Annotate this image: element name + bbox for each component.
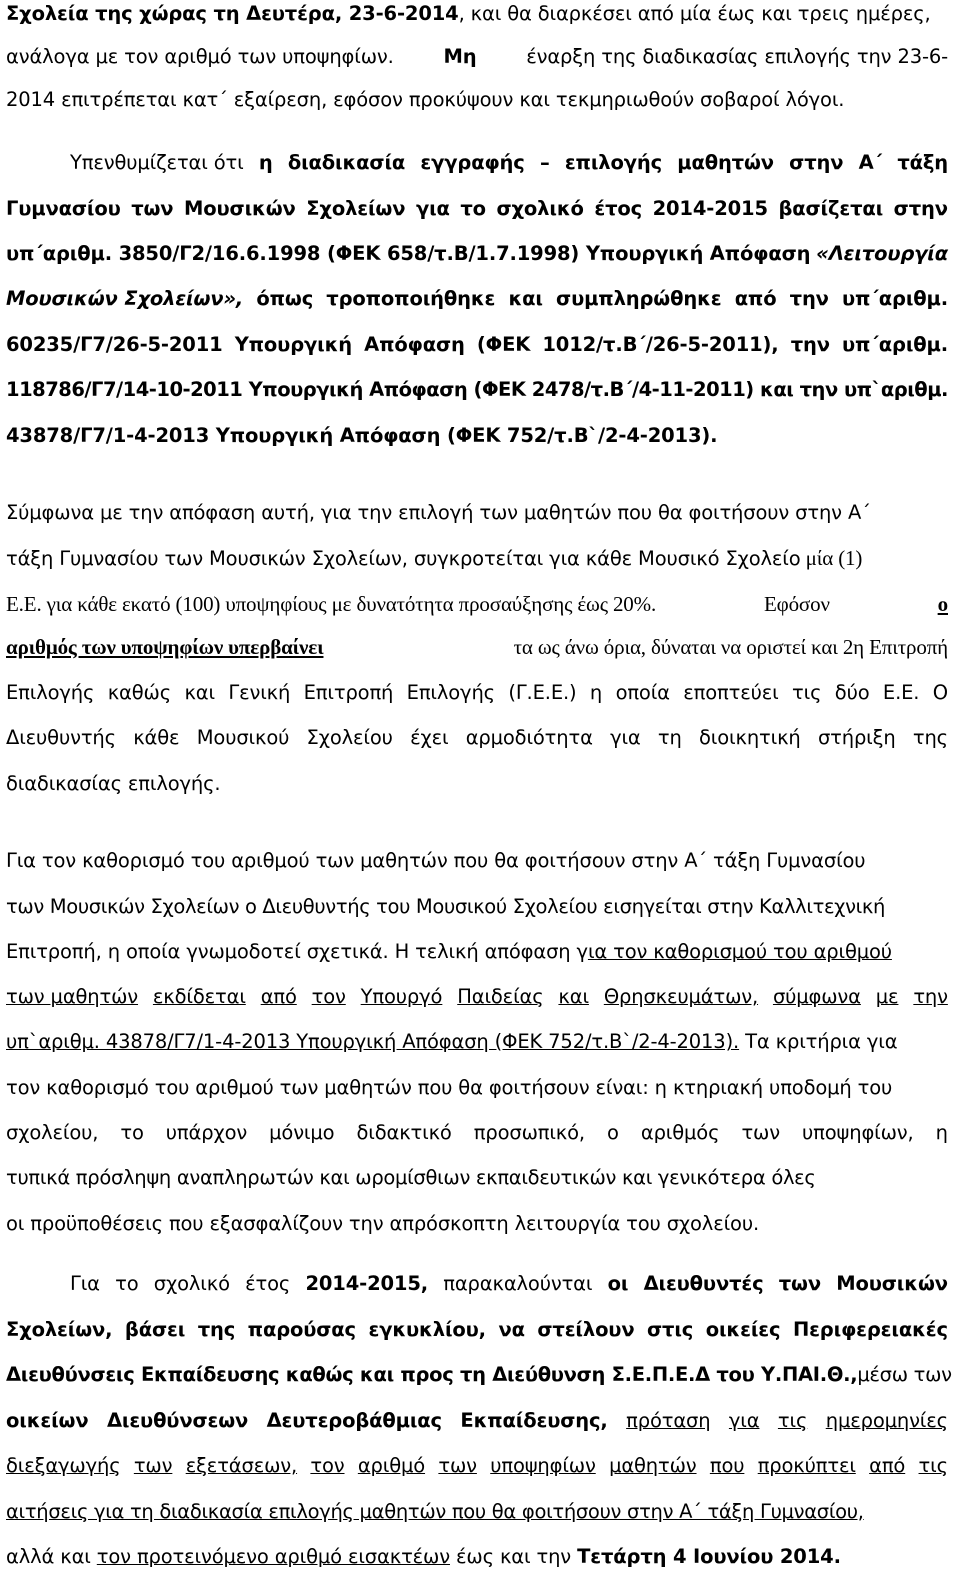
p1-word: Υπενθυμίζεται ότι — [70, 151, 244, 174]
p4-word-bold: εγκυκλίου, — [368, 1318, 486, 1341]
p1-word: Μουσικών — [184, 197, 296, 220]
p2-word: και — [184, 681, 215, 704]
p1-word: βασίζεται — [778, 197, 884, 220]
p1-decision-title-end: Μουσικών Σχολείων», — [6, 287, 244, 310]
p4-word: Για — [70, 1272, 100, 1295]
p1-word: την — [789, 287, 829, 310]
p2-word: δύο — [834, 681, 870, 704]
p4-underlined: υποψηφίων — [490, 1454, 596, 1477]
p4-word-bold: να — [498, 1318, 525, 1341]
p3-underlined: με — [875, 985, 899, 1008]
p4-deadline-bold: Τετάρτη 4 Ιουνίου 2014. — [577, 1545, 841, 1568]
p2-word: για — [610, 726, 641, 749]
p4-underlined: προκύπτει — [757, 1454, 856, 1477]
p3-word: μόνιμο — [269, 1121, 335, 1144]
p2-line-3 — [6, 592, 948, 616]
p3-line-8: τυπικά πρόσληψη αναπληρωτών και ωρομίσθιων εκπαιδευτικών και γενικότερα όλες — [6, 1166, 816, 1189]
p4-word-bold: Διευθύνσεων — [106, 1409, 249, 1432]
p0-word: ανάλογα με τον αριθμό των υποψηφίων. — [6, 45, 394, 68]
p1-word: όπως — [256, 287, 314, 310]
p3-underlined: από — [260, 985, 297, 1008]
p2-text-serif: Εφόσον — [763, 592, 830, 616]
p1-word: η — [258, 151, 273, 174]
p3-word: το — [120, 1121, 144, 1144]
p3-word: ο — [607, 1121, 619, 1144]
p2-word: εποπτεύει — [683, 681, 779, 704]
p1-word: εγγραφής — [420, 151, 525, 174]
p3-underlined: την — [913, 985, 948, 1008]
p1-line-4 — [6, 287, 948, 311]
p2-line-2 — [6, 546, 948, 571]
p4-word-bold: Διευθυντές — [643, 1272, 764, 1295]
p1-word: μαθητών — [677, 151, 774, 174]
p2-word: στήριξη — [817, 726, 896, 749]
p0-line-3: 2014 επιτρέπεται κατ΄ εξαίρεση, εφόσον προκύψουν και τεκμηριωθούν σοβαροί λόγοι. — [6, 88, 845, 111]
p3-word: διδακτικό — [356, 1121, 452, 1144]
p3-text: Επιτροπή, η οποία γνωμοδοτεί σχετικά. Η τελική απόφαση γ — [6, 940, 588, 963]
p4-underlined: των — [133, 1454, 173, 1477]
p0-word: έναρξη της διαδικασίας επιλογής την 23-6- — [526, 45, 948, 68]
p1-word: 2014-2015 — [652, 197, 768, 220]
p4-line-5 — [6, 1454, 948, 1478]
p0-line-1 — [6, 2, 948, 26]
p3-underlined: τον — [311, 985, 346, 1008]
p2-word: τις — [792, 681, 822, 704]
p4-text: αλλά και — [6, 1545, 91, 1568]
p2-word: Ε.Ε. — [882, 681, 920, 704]
p3-word: η — [935, 1121, 948, 1144]
p4-word: έτος — [245, 1272, 291, 1295]
p4-word-bold: στείλουν — [537, 1318, 635, 1341]
p1-word: Α΄ — [858, 151, 883, 174]
p4-word-bold: οικείες — [705, 1318, 781, 1341]
p2-word: της — [912, 726, 948, 749]
p4-word-bold: οι — [607, 1272, 629, 1295]
p4-underlined: πρόταση — [626, 1409, 711, 1432]
p2-underlined-bold: ο — [937, 592, 948, 616]
p2-line-5 — [6, 681, 948, 705]
p2-word: οποία — [615, 681, 670, 704]
p4-underlined: διεξαγωγής — [6, 1454, 121, 1477]
p4-line-1 — [70, 1272, 948, 1296]
p4-word-bold: 2014-2015, — [305, 1272, 428, 1295]
p2-text-serif: Ε.Ε. για κάθε εκατό (100) υποψηφίους με δυνατότητα προσαύξησης έως 20%. — [6, 592, 657, 616]
p4-underlined: ημερομηνίες — [825, 1409, 948, 1432]
p3-word: υποψηφίων, — [802, 1121, 914, 1144]
p4-underlined: μαθητών — [609, 1454, 697, 1477]
p2-text-serif: μία (1) — [800, 546, 863, 570]
p4-word-bold: στις — [647, 1318, 694, 1341]
p2-word: η — [589, 681, 603, 704]
p2-line-6 — [6, 726, 948, 750]
p1-decision-title: «Λειτουργία — [816, 242, 948, 265]
p1-word: τάξη — [897, 151, 948, 174]
p1-line-5 — [6, 333, 948, 357]
p4-word-bold: οικείων — [6, 1409, 89, 1432]
p2-word: κάθε — [133, 726, 180, 749]
p1-line-7: 43878/Γ7/1-4-2013 Υπουργική Απόφαση (ΦΕΚ 752/τ.Β`/2-4-2013). — [6, 424, 718, 447]
p0-word-bold: Μη — [443, 45, 477, 68]
p0-line-1-rest: , και θα διαρκέσει από μία έως και τρεις ημέρες, — [458, 2, 931, 25]
p4-underlined: για — [728, 1409, 760, 1432]
p4-word: το — [115, 1272, 139, 1295]
p3-line-1: Για τον καθορισμό του αριθμού των μαθητών που θα φοιτήσουν στην Α΄ τάξη Γυμνασίου — [6, 849, 866, 872]
p3-word: υπάρχον — [165, 1121, 248, 1144]
p3-line-4 — [6, 985, 948, 1009]
p2-word: Διευθυντής — [6, 726, 116, 749]
p3-underlined: σύμφωνα — [772, 985, 861, 1008]
p4-word: παρακαλούνται — [443, 1272, 593, 1295]
p1-line-1 — [70, 151, 948, 175]
p4-line-2 — [6, 1318, 948, 1342]
p4-underlined: από — [869, 1454, 906, 1477]
p3-underlined: Παιδείας — [457, 985, 544, 1008]
p4-word-bold: Μουσικών — [836, 1272, 948, 1295]
p1-word: Απόφαση — [364, 333, 465, 356]
p1-word: υπ΄αριθμ. — [842, 287, 948, 310]
p2-underlined-bold: αριθμός των υποψηφίων υπερβαίνει — [6, 635, 324, 659]
p1-word: το — [460, 197, 486, 220]
p2-word: τη — [657, 726, 682, 749]
p3-word: προσωπικό, — [473, 1121, 585, 1144]
p2-word: αρμοδιότητα — [465, 726, 593, 749]
p1-line-6: 118786/Γ7/14-10-2011 Υπουργική Απόφαση (ΦΕΚ 2478/τ.Β΄/4-11-2011) και την υπ`αριθμ. — [6, 378, 948, 401]
p2-word: έχει — [410, 726, 449, 749]
p4-word-bold: των — [778, 1272, 821, 1295]
p1-word: για — [415, 197, 450, 220]
p3-underlined: Υπουργό — [360, 985, 443, 1008]
p1-word: Υπουργική — [234, 333, 353, 356]
p2-text: τάξη Γυμνασίου των Μουσικών Σχολείων, συγκροτείται για κάθε Μουσικό Σχολείο — [6, 547, 801, 570]
p3-underlined: ια τον καθορισμού του αριθμού — [587, 940, 892, 963]
p4-underlined: που — [709, 1454, 745, 1477]
p4-word-bold: βάσει — [124, 1318, 186, 1341]
p1-word: στην — [893, 197, 948, 220]
p1-word: 1012/τ.Β΄/26-5-2011), — [542, 333, 779, 356]
p1-word: (ΦΕΚ — [476, 333, 531, 356]
p1-word: στην — [789, 151, 844, 174]
p4-line-4 — [6, 1409, 948, 1433]
p4-underlined: τις — [918, 1454, 948, 1477]
p2-word: Επιλογής — [6, 681, 95, 704]
p2-word: Επιλογής — [406, 681, 495, 704]
p4-line-3 — [6, 1363, 952, 1387]
p3-line-6: τον καθορισμό του αριθμού των μαθητών που θα φοιτήσουν είναι: η κτηριακή υποδομή του — [6, 1076, 893, 1099]
p2-word: διοικητική — [699, 726, 801, 749]
p3-line-3 — [6, 940, 948, 964]
p1-word: συμπληρώθηκε — [556, 287, 722, 310]
p1-word: – — [539, 151, 550, 174]
p4-word-bold: Εκπαίδευσης, — [460, 1409, 608, 1432]
p4-word-bold: της — [197, 1318, 236, 1341]
p4-word-bold: Περιφερειακές — [792, 1318, 948, 1341]
p4-underlined: τον προτεινόμενο αριθμό εισακτέων — [96, 1545, 450, 1568]
p1-word: τροποποιήθηκε — [326, 287, 496, 310]
p4-underlined: τις — [777, 1409, 808, 1432]
p3-line-9: οι προϋποθέσεις που εξασφαλίζουν την απρόσκοπτη λειτουργία του σχολείου. — [6, 1212, 759, 1235]
p4-underlined: τον — [310, 1454, 345, 1477]
p1-line-3 — [6, 242, 948, 266]
p4-word: σχολικό — [153, 1272, 230, 1295]
p3-underlined: υπ`αριθμ. 43878/Γ7/1-4-2013 Υπουργική Απόφαση (ΦΕΚ 752/τ.Β`/2-4-2013). — [6, 1030, 740, 1053]
p3-line-7 — [6, 1121, 948, 1145]
p3-word: σχολείου, — [6, 1121, 99, 1144]
p0-date-bold: Σχολεία της χώρας τη Δευτέρα, 23-6-2014 — [6, 2, 459, 25]
p3-underlined: Θρησκευμάτων, — [603, 985, 759, 1008]
p1-word: έτος — [594, 197, 643, 220]
p1-line-2 — [6, 197, 948, 221]
p2-word: Μουσικού — [196, 726, 290, 749]
p2-word: Επιτροπή — [303, 681, 394, 704]
p2-line-4 — [6, 635, 948, 659]
p1-word: διαδικασία — [287, 151, 406, 174]
p2-word: Ο — [932, 681, 948, 704]
p3-underlined: των μαθητών — [6, 985, 139, 1008]
p3-text: Τα κριτήρια για — [739, 1030, 898, 1053]
p4-text: μέσω των — [857, 1363, 952, 1386]
p1-word: επιλογής — [564, 151, 662, 174]
p1-word: και — [508, 287, 543, 310]
p2-word: Γενική — [228, 681, 291, 704]
p2-text-serif: τα ως άνω όρια, δύναται να οριστεί και 2η Επιτροπή — [513, 635, 948, 659]
p4-underlined: εξετάσεων, — [185, 1454, 298, 1477]
p3-line-5 — [6, 1030, 948, 1054]
p3-line-2: των Μουσικών Σχολείων ο Διευθυντής του Μουσικού Σχολείου εισηγείται στην Καλλιτεχνική — [6, 895, 886, 918]
p4-line-7 — [6, 1545, 948, 1569]
p1-word: των — [131, 197, 174, 220]
p2-line-7: διαδικασίας επιλογής. — [6, 772, 221, 795]
p1-word: υπ΄αριθμ. — [842, 333, 948, 356]
p4-text: έως και την — [456, 1545, 572, 1568]
p2-word: (Γ.Ε.Ε.) — [508, 681, 577, 704]
p4-line-6: αιτήσεις για τη διαδικασία επιλογής μαθητών που θα φοιτήσουν στην Α΄ τάξη Γυμνασίου, — [6, 1500, 864, 1523]
p4-word-bold: παρούσας — [247, 1318, 356, 1341]
p1-word: 60235/Γ7/26-5-2011 — [6, 333, 223, 356]
p0-line-2 — [6, 45, 948, 69]
p4-text-bold: Διευθύνσεις Εκπαίδευσης καθώς και προς τη Διεύθυνση Σ.Ε.Π.Ε.Δ του Υ.ΠΑΙ.Θ., — [6, 1363, 858, 1386]
p2-word: καθώς — [107, 681, 172, 704]
p4-underlined: των — [438, 1454, 477, 1477]
p1-word: από — [734, 287, 777, 310]
p4-underlined: αριθμό — [357, 1454, 426, 1477]
p4-word-bold: Σχολείων, — [6, 1318, 113, 1341]
p2-word: Σχολείου — [306, 726, 393, 749]
p2-line-1: Σύμφωνα με την απόφαση αυτή, για την επιλογή των μαθητών που θα φοιτήσουν στην Α΄ — [6, 501, 871, 524]
p3-underlined: και — [558, 985, 589, 1008]
p3-underlined: εκδίδεται — [152, 985, 246, 1008]
p3-word: των — [741, 1121, 780, 1144]
p1-word: σχολικό — [496, 197, 584, 220]
p1-word: την — [790, 333, 830, 356]
p1-word: Σχολείων — [306, 197, 406, 220]
p3-word: αριθμός — [640, 1121, 720, 1144]
p4-word-bold: Δευτεροβάθμιας — [266, 1409, 442, 1432]
p1-word: Γυμνασίου — [6, 197, 121, 220]
p1-decision-ref: υπ΄αριθμ. 3850/Γ2/16.6.1998 (ΦΕΚ 658/τ.Β/1.7.1998) Υπουργική Απόφαση — [6, 242, 811, 265]
